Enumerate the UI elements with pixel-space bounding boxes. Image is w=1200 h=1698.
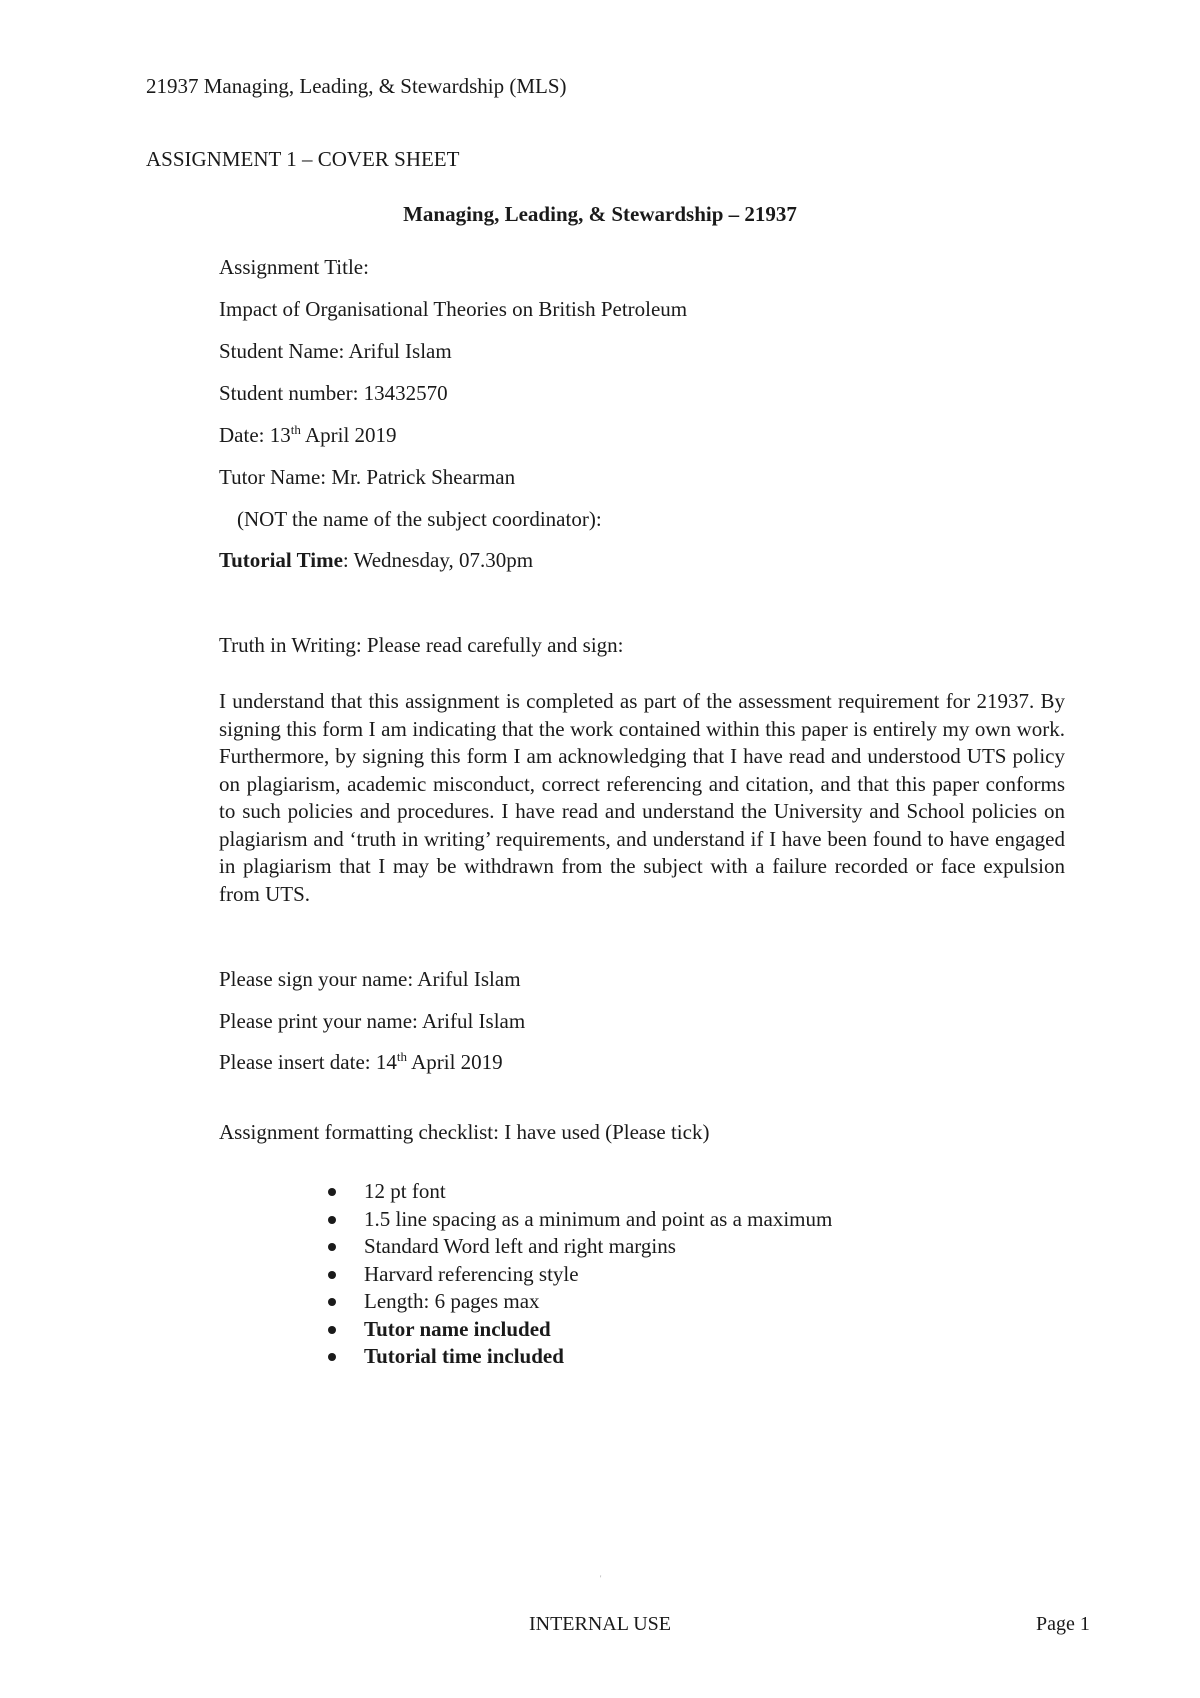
bullet-icon [328,1216,336,1224]
checklist-item [328,1261,832,1289]
insert-date-prefix: Please insert date: 14 [219,1050,397,1074]
truth-paragraph: I understand that this assignment is completed as part of the assessment requirement for 21937. By signing this form I am indicating that the work contained within this paper is entirely my own work. Furthermore, by signing this form I am acknowledging that I have read and understood UTS policy on plagiarism, academic misconduct, correct referencing and citation, and that this paper conforms to such policies and procedures. I have read and understand the University and School policies on plagiarism and ‘truth in writing’ requirements, and understand if I have been found to have engaged in plagiarism that I may be withdrawn from the subject with a failure recorded or face expulsion from UTS. [219,689,1065,906]
checklist-item [328,1343,832,1371]
bullet-icon [328,1353,336,1361]
insert-date-line [219,1050,503,1075]
assignment-title-label: Assignment Title: [219,255,369,279]
sign-name-line: Please sign your name: Ariful Islam [219,967,521,991]
tutor-note: (NOT the name of the subject coordinator): [237,507,602,531]
checklist-item-text: Standard Word left and right margins [364,1234,676,1258]
checklist-heading: Assignment formatting checklist: I have used (Please tick) [219,1120,710,1144]
checklist-item-text: Length: 6 pages max [364,1289,540,1313]
tutorial-time-label: Tutorial Time [219,548,343,572]
submission-date-suffix: April 2019 [300,423,397,447]
tutorial-time [219,548,533,573]
checklist-item-text: 12 pt font [364,1179,446,1203]
insert-date-sup: th [396,1049,407,1064]
insert-date-suffix: April 2019 [407,1050,503,1074]
submission-date [219,423,397,448]
assignment-title-value: Impact of Organisational Theories on British Petroleum [219,297,688,321]
checklist-item [328,1288,832,1316]
page-title: Managing, Leading, & Stewardship – 21937 [403,202,797,226]
student-name: Student Name: Ariful Islam [219,339,452,363]
checklist-item [328,1206,832,1234]
checklist-item-text: 1.5 line spacing as a minimum and point as a maximum [364,1206,833,1231]
bullet-icon [328,1298,336,1306]
assignment-cover-label: ASSIGNMENT 1 – COVER SHEET [146,147,460,171]
checklist-item [328,1178,832,1206]
truth-heading: Truth in Writing: Please read carefully and sign: [219,633,624,657]
tutor-name: Tutor Name: Mr. Patrick Shearman [219,465,516,489]
checklist-item-text: Tutorial time included [364,1344,564,1368]
bullet-icon [328,1326,336,1334]
checklist-item [328,1233,832,1261]
page-number: Page 1 [1036,1613,1090,1635]
page-mark: ' [600,1574,602,1583]
submission-date-prefix: Date: 13 [219,423,291,447]
checklist-item-text: Harvard referencing style [364,1261,579,1286]
checklist-item [328,1316,832,1344]
formatting-checklist [328,1178,832,1371]
tutorial-time-value: : Wednesday, 07.30pm [342,548,534,572]
footer-internal-use: INTERNAL USE [528,1613,672,1635]
bullet-icon [328,1188,336,1196]
submission-date-sup: th [290,422,301,437]
course-header: 21937 Managing, Leading, & Stewardship (MLS) [146,74,567,98]
checklist-item-text: Tutor name included [364,1316,551,1341]
student-number: Student number: 13432570 [219,381,448,405]
bullet-icon [328,1271,336,1279]
print-name-line: Please print your name: Ariful Islam [219,1009,526,1033]
bullet-icon [328,1243,336,1251]
